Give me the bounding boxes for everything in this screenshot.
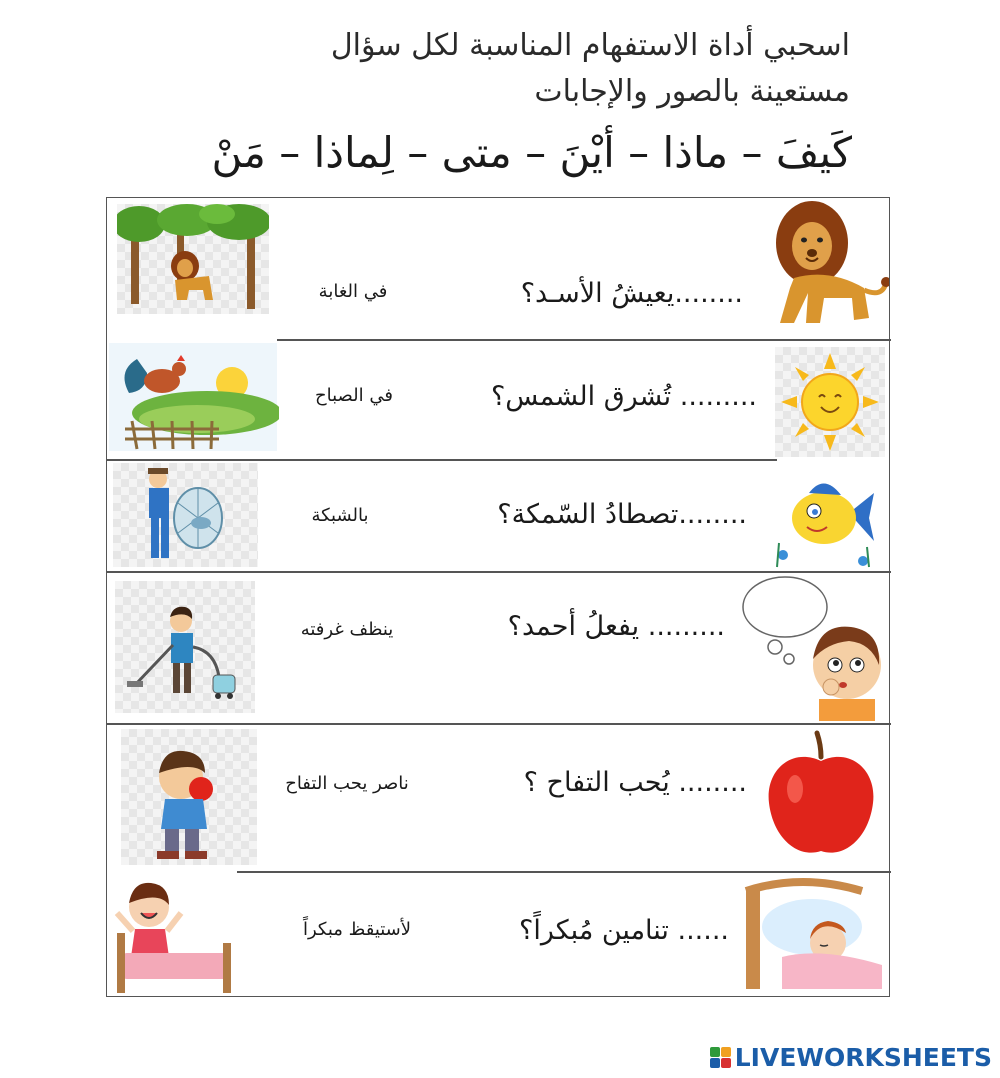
fish-icon (769, 463, 879, 571)
question-row (107, 198, 889, 339)
question-words-bank: كَيفَ – ماذا – أيْنَ – متى – لِماذا – مَنْ (211, 128, 852, 177)
answer-text: في الغابة (318, 281, 388, 302)
thinking-boy-icon (739, 573, 889, 721)
answer-text: بالشبكة (311, 505, 369, 526)
girl-waking-up-icon (111, 873, 237, 997)
question-row (107, 459, 889, 571)
question-text: ........ يُحب التفاح ؟ (523, 767, 747, 798)
boy-vacuuming-icon (115, 581, 255, 713)
question-text: ...... تنامين مُبكراً؟ (519, 915, 729, 946)
question-text: ......... تُشرق الشمس؟ (490, 381, 757, 412)
fisherman-net-icon (113, 463, 258, 567)
answer-text: لأستيقظ مبكراً (302, 919, 412, 940)
question-text: ........تصطادُ السّمكة؟ (497, 499, 747, 530)
instruction-line-1: اسحبي أداة الاستفهام المناسبة لكل سؤال (330, 28, 850, 63)
question-text: ......... يفعلُ أحمد؟ (507, 611, 725, 642)
question-row (107, 571, 889, 723)
liveworksheets-logo (710, 1042, 992, 1072)
apple-icon (761, 727, 881, 867)
question-row (107, 339, 889, 459)
lion-in-forest-icon (117, 204, 269, 314)
rooster-farm-icon (107, 341, 279, 453)
sun-icon (775, 347, 885, 457)
question-row (107, 723, 889, 871)
worksheet-table (106, 197, 890, 997)
question-row (107, 871, 889, 998)
boy-eating-apple-icon (121, 729, 257, 865)
sleeping-girl-icon (742, 877, 887, 993)
answer-text: ناصر يحب التفاح (285, 773, 409, 794)
logo-mark-icon (710, 1047, 731, 1068)
lion-icon (754, 198, 889, 334)
question-text: ........يعيشُ الأسـد؟ (520, 278, 743, 309)
brand-name: LIVEWORKSHEETS (734, 1042, 992, 1072)
instruction-line-2: مستعينة بالصور والإجابات (534, 74, 850, 109)
answer-text: ينظف غرفته (300, 619, 394, 640)
answer-text: في الصباح (315, 385, 393, 406)
